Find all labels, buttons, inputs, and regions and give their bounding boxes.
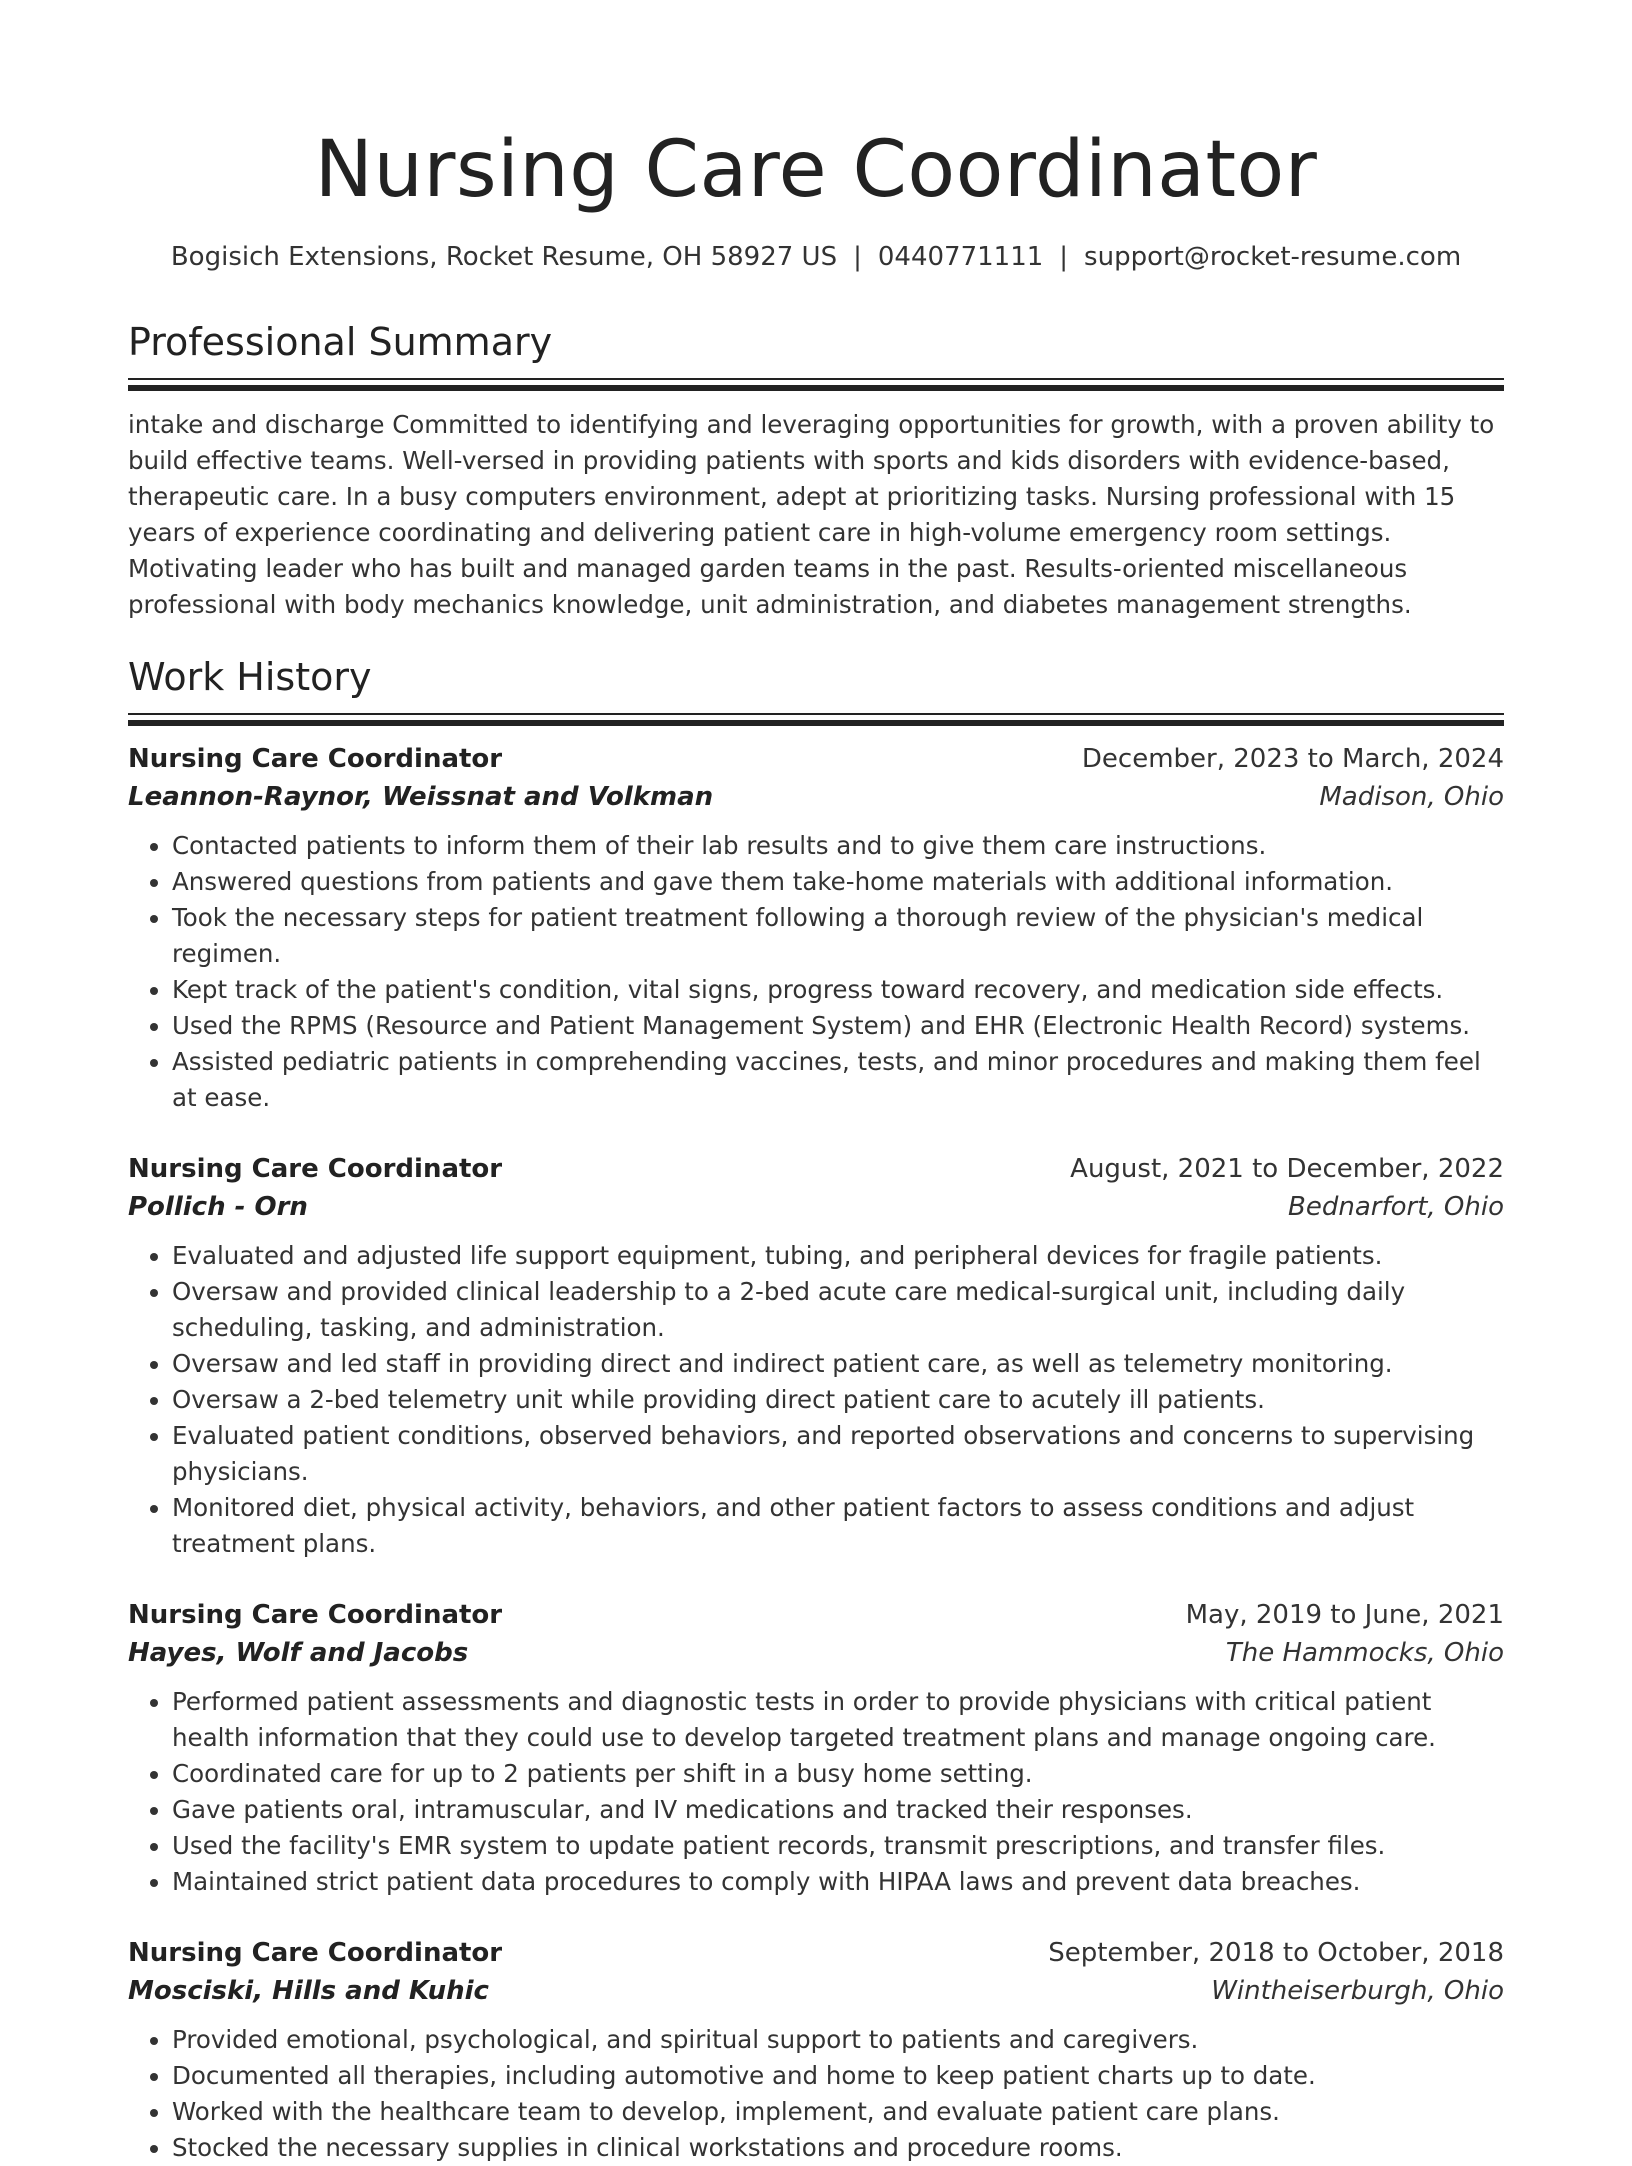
contact-separator: | bbox=[853, 242, 862, 272]
summary-text: intake and discharge Committed to identifying and leveraging opportunities for growth, with a proven ability to build effective teams. Well-versed in providing patients with sports and kids disorders with evidence-based, therapeutic care. In a busy computers environment, adept at prioritizing tasks. Nursing professional with 15 years of experience coordinating and delivering patient care in high-volume emergency room settings. Motivating leader who has built and managed garden teams in the past. Results-oriented miscellaneous professional with body mechanics knowledge, unit administration, and diabetes management strengths. bbox=[128, 410, 1495, 619]
section-divider bbox=[128, 378, 1504, 380]
job-title: Nursing Care Coordinator bbox=[128, 1938, 503, 1968]
job-header-row bbox=[128, 1596, 1504, 1634]
job-company: Mosciski, Hills and Kuhic bbox=[128, 1976, 489, 2006]
resume-name: Nursing Care Coordinator bbox=[314, 125, 1318, 215]
job-bullet: • Took the necessary steps for patient treatment following a thorough review of the physician's medical regimen. bbox=[172, 900, 1504, 972]
job-title: Nursing Care Coordinator bbox=[128, 744, 503, 774]
contact-email: support@rocket-resume.com bbox=[1084, 242, 1462, 272]
job-entry bbox=[128, 1934, 1504, 2166]
job-bullet: • Oversaw and led staff in providing direct and indirect patient care, as well as telemetry monitoring. bbox=[172, 1346, 1504, 1382]
job-bullet: • Kept track of the patient's condition, vital signs, progress toward recovery, and medication side effects. bbox=[172, 972, 1504, 1008]
job-location: The Hammocks, Ohio bbox=[1225, 1638, 1504, 1668]
job-bullet: • Contacted patients to inform them of their lab results and to give them care instructions. bbox=[172, 828, 1504, 864]
job-bullet: • Used the RPMS (Resource and Patient Management System) and EHR (Electronic Health Record) systems. bbox=[172, 1008, 1504, 1044]
professional-summary-section bbox=[128, 316, 1504, 623]
job-title: Nursing Care Coordinator bbox=[128, 1154, 503, 1184]
job-bullets bbox=[128, 2022, 1504, 2166]
job-bullet: • Worked with the healthcare team to develop, implement, and evaluate patient care plans. bbox=[172, 2094, 1504, 2130]
job-bullets bbox=[128, 1684, 1504, 1900]
job-dates: August, 2021 to December, 2022 bbox=[1070, 1154, 1504, 1184]
contact-line bbox=[128, 240, 1504, 274]
job-location: Bednarfort, Ohio bbox=[1288, 1192, 1504, 1222]
contact-phone: 0440771111 bbox=[877, 242, 1044, 272]
job-header-row bbox=[128, 1150, 1504, 1188]
job-title: Nursing Care Coordinator bbox=[128, 1600, 503, 1630]
job-header-row bbox=[128, 1934, 1504, 1972]
section-title: Professional Summary bbox=[128, 320, 553, 364]
job-dates: December, 2023 to March, 2024 bbox=[1081, 744, 1504, 774]
job-company-row bbox=[128, 1634, 1504, 1672]
job-company: Leannon-Raynor, Weissnat and Volkman bbox=[128, 782, 714, 812]
job-bullet: • Evaluated patient conditions, observed behaviors, and reported observations and concerns to supervising physicians. bbox=[172, 1418, 1504, 1490]
job-company: Pollich - Orn bbox=[128, 1192, 308, 1222]
job-bullet: • Oversaw a 2-bed telemetry unit while providing direct patient care to acutely ill patients. bbox=[172, 1382, 1504, 1418]
job-bullet: • Documented all therapies, including automotive and home to keep patient charts up to date. bbox=[172, 2058, 1504, 2094]
job-bullet: • Gave patients oral, intramuscular, and IV medications and tracked their responses. bbox=[172, 1792, 1504, 1828]
job-bullet: • Stocked the necessary supplies in clinical workstations and procedure rooms. bbox=[172, 2130, 1504, 2166]
section-divider bbox=[128, 713, 1504, 715]
job-list bbox=[128, 740, 1504, 2166]
job-header-row bbox=[128, 740, 1504, 778]
job-bullet: • Coordinated care for up to 2 patients per shift in a busy home setting. bbox=[172, 1756, 1504, 1792]
job-bullet: • Performed patient assessments and diagnostic tests in order to provide physicians with critical patient health information that they could use to develop targeted treatment plans and manage ongoing care. bbox=[172, 1684, 1504, 1756]
contact-address: Bogisich Extensions, Rocket Resume, OH 58927 US bbox=[170, 242, 838, 272]
section-divider-thick bbox=[128, 720, 1504, 726]
job-entry bbox=[128, 740, 1504, 1116]
job-company-row bbox=[128, 778, 1504, 816]
job-bullets bbox=[128, 828, 1504, 1116]
section-title: Work History bbox=[128, 655, 372, 699]
section-divider-thick bbox=[128, 385, 1504, 391]
job-dates: September, 2018 to October, 2018 bbox=[1048, 1938, 1504, 1968]
contact-separator: | bbox=[1059, 242, 1069, 272]
job-bullet: • Provided emotional, psychological, and spiritual support to patients and caregivers. bbox=[172, 2022, 1504, 2058]
job-bullet: • Evaluated and adjusted life support equipment, tubing, and peripheral devices for fragile patients. bbox=[172, 1238, 1504, 1274]
job-bullet: • Used the facility's EMR system to update patient records, transmit prescriptions, and transfer files. bbox=[172, 1828, 1504, 1864]
job-bullet: • Assisted pediatric patients in comprehending vaccines, tests, and minor procedures and making them feel at ease. bbox=[172, 1044, 1504, 1116]
job-company: Hayes, Wolf and Jacobs bbox=[128, 1638, 469, 1668]
job-dates: May, 2019 to June, 2021 bbox=[1185, 1600, 1504, 1630]
job-bullet: • Oversaw and provided clinical leadership to a 2-bed acute care medical-surgical unit, including daily scheduling, tasking, and administration. bbox=[172, 1274, 1504, 1346]
job-bullet: • Monitored diet, physical activity, behaviors, and other patient factors to assess conditions and adjust treatment plans. bbox=[172, 1490, 1504, 1562]
job-company-row bbox=[128, 1972, 1504, 2010]
job-bullet: • Maintained strict patient data procedures to comply with HIPAA laws and prevent data breaches. bbox=[172, 1864, 1504, 1900]
job-entry bbox=[128, 1150, 1504, 1562]
job-location: Wintheiserburgh, Ohio bbox=[1211, 1976, 1504, 2006]
job-location: Madison, Ohio bbox=[1319, 782, 1504, 812]
job-company-row bbox=[128, 1188, 1504, 1226]
job-bullets bbox=[128, 1238, 1504, 1562]
work-history-section bbox=[128, 651, 1504, 2166]
job-entry bbox=[128, 1596, 1504, 1900]
job-bullet: • Answered questions from patients and gave them take-home materials with additional information. bbox=[172, 864, 1504, 900]
